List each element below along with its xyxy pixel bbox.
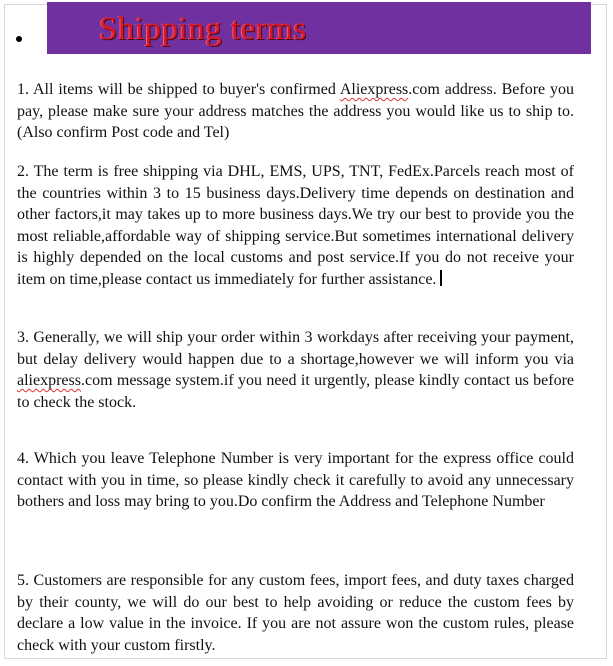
term-paragraph-5: 5. Customers are responsible for any custom fees, import fees, and duty taxes charged by their county, we will do our best to help avoiding or reduce the custom fees by declare a low value in the invoice. If you are not assure won the custom rules, please check with your custom firstly. — [17, 572, 574, 654]
term-1-text-start: 1. All items will be shipped to buyer's confirmed — [17, 81, 340, 98]
term-3-text-start: 3. Generally, we will ship your order within 3 workdays after receiving your payment, but delay delivery would happen due to a shortage,however we will inform you via — [17, 329, 574, 368]
term-paragraph-1 — [17, 79, 574, 144]
banner-title: Shipping terms — [99, 11, 307, 47]
term-2-text: 2. The term is free shipping via DHL, EMS, UPS, TNT, FedEx.Parcels reach most of the countries within 3 to 15 business days.Delivery time depends on destination and other factors,it may takes up to more business days.We try our best to provide you the most reliable,affordable way of shipping service.But sometimes international delivery is highly depended on the local customs and post service.If you do not receive your item on time,please contact us immediately for further assistance. — [17, 163, 574, 288]
bullet-point — [16, 36, 22, 42]
term-paragraph-4: 4. Which you leave Telephone Number is very important for the express office could contact with you in time, so please kindly check it carefully to avoid any unnecessary bothers and loss may bring to you.Do confirm the Address and Telephone Number — [17, 450, 574, 510]
term-paragraph-3 — [17, 327, 574, 413]
term-3-text-end: .com message system.if you need it urgently, please kindly contact us before to check the stock. — [17, 372, 574, 411]
aliexpress-word: Aliexpress — [339, 81, 409, 98]
aliexpress-word: aliexpress — [17, 372, 81, 389]
shipping-terms-banner — [47, 2, 591, 54]
term-1-text-end: .com address. Before you pay, please make sure your address matches the address you would like us to ship to.(Also confirm Post code and Tel) — [17, 81, 575, 141]
text-cursor — [440, 270, 442, 286]
term-paragraph-2 — [17, 161, 574, 290]
